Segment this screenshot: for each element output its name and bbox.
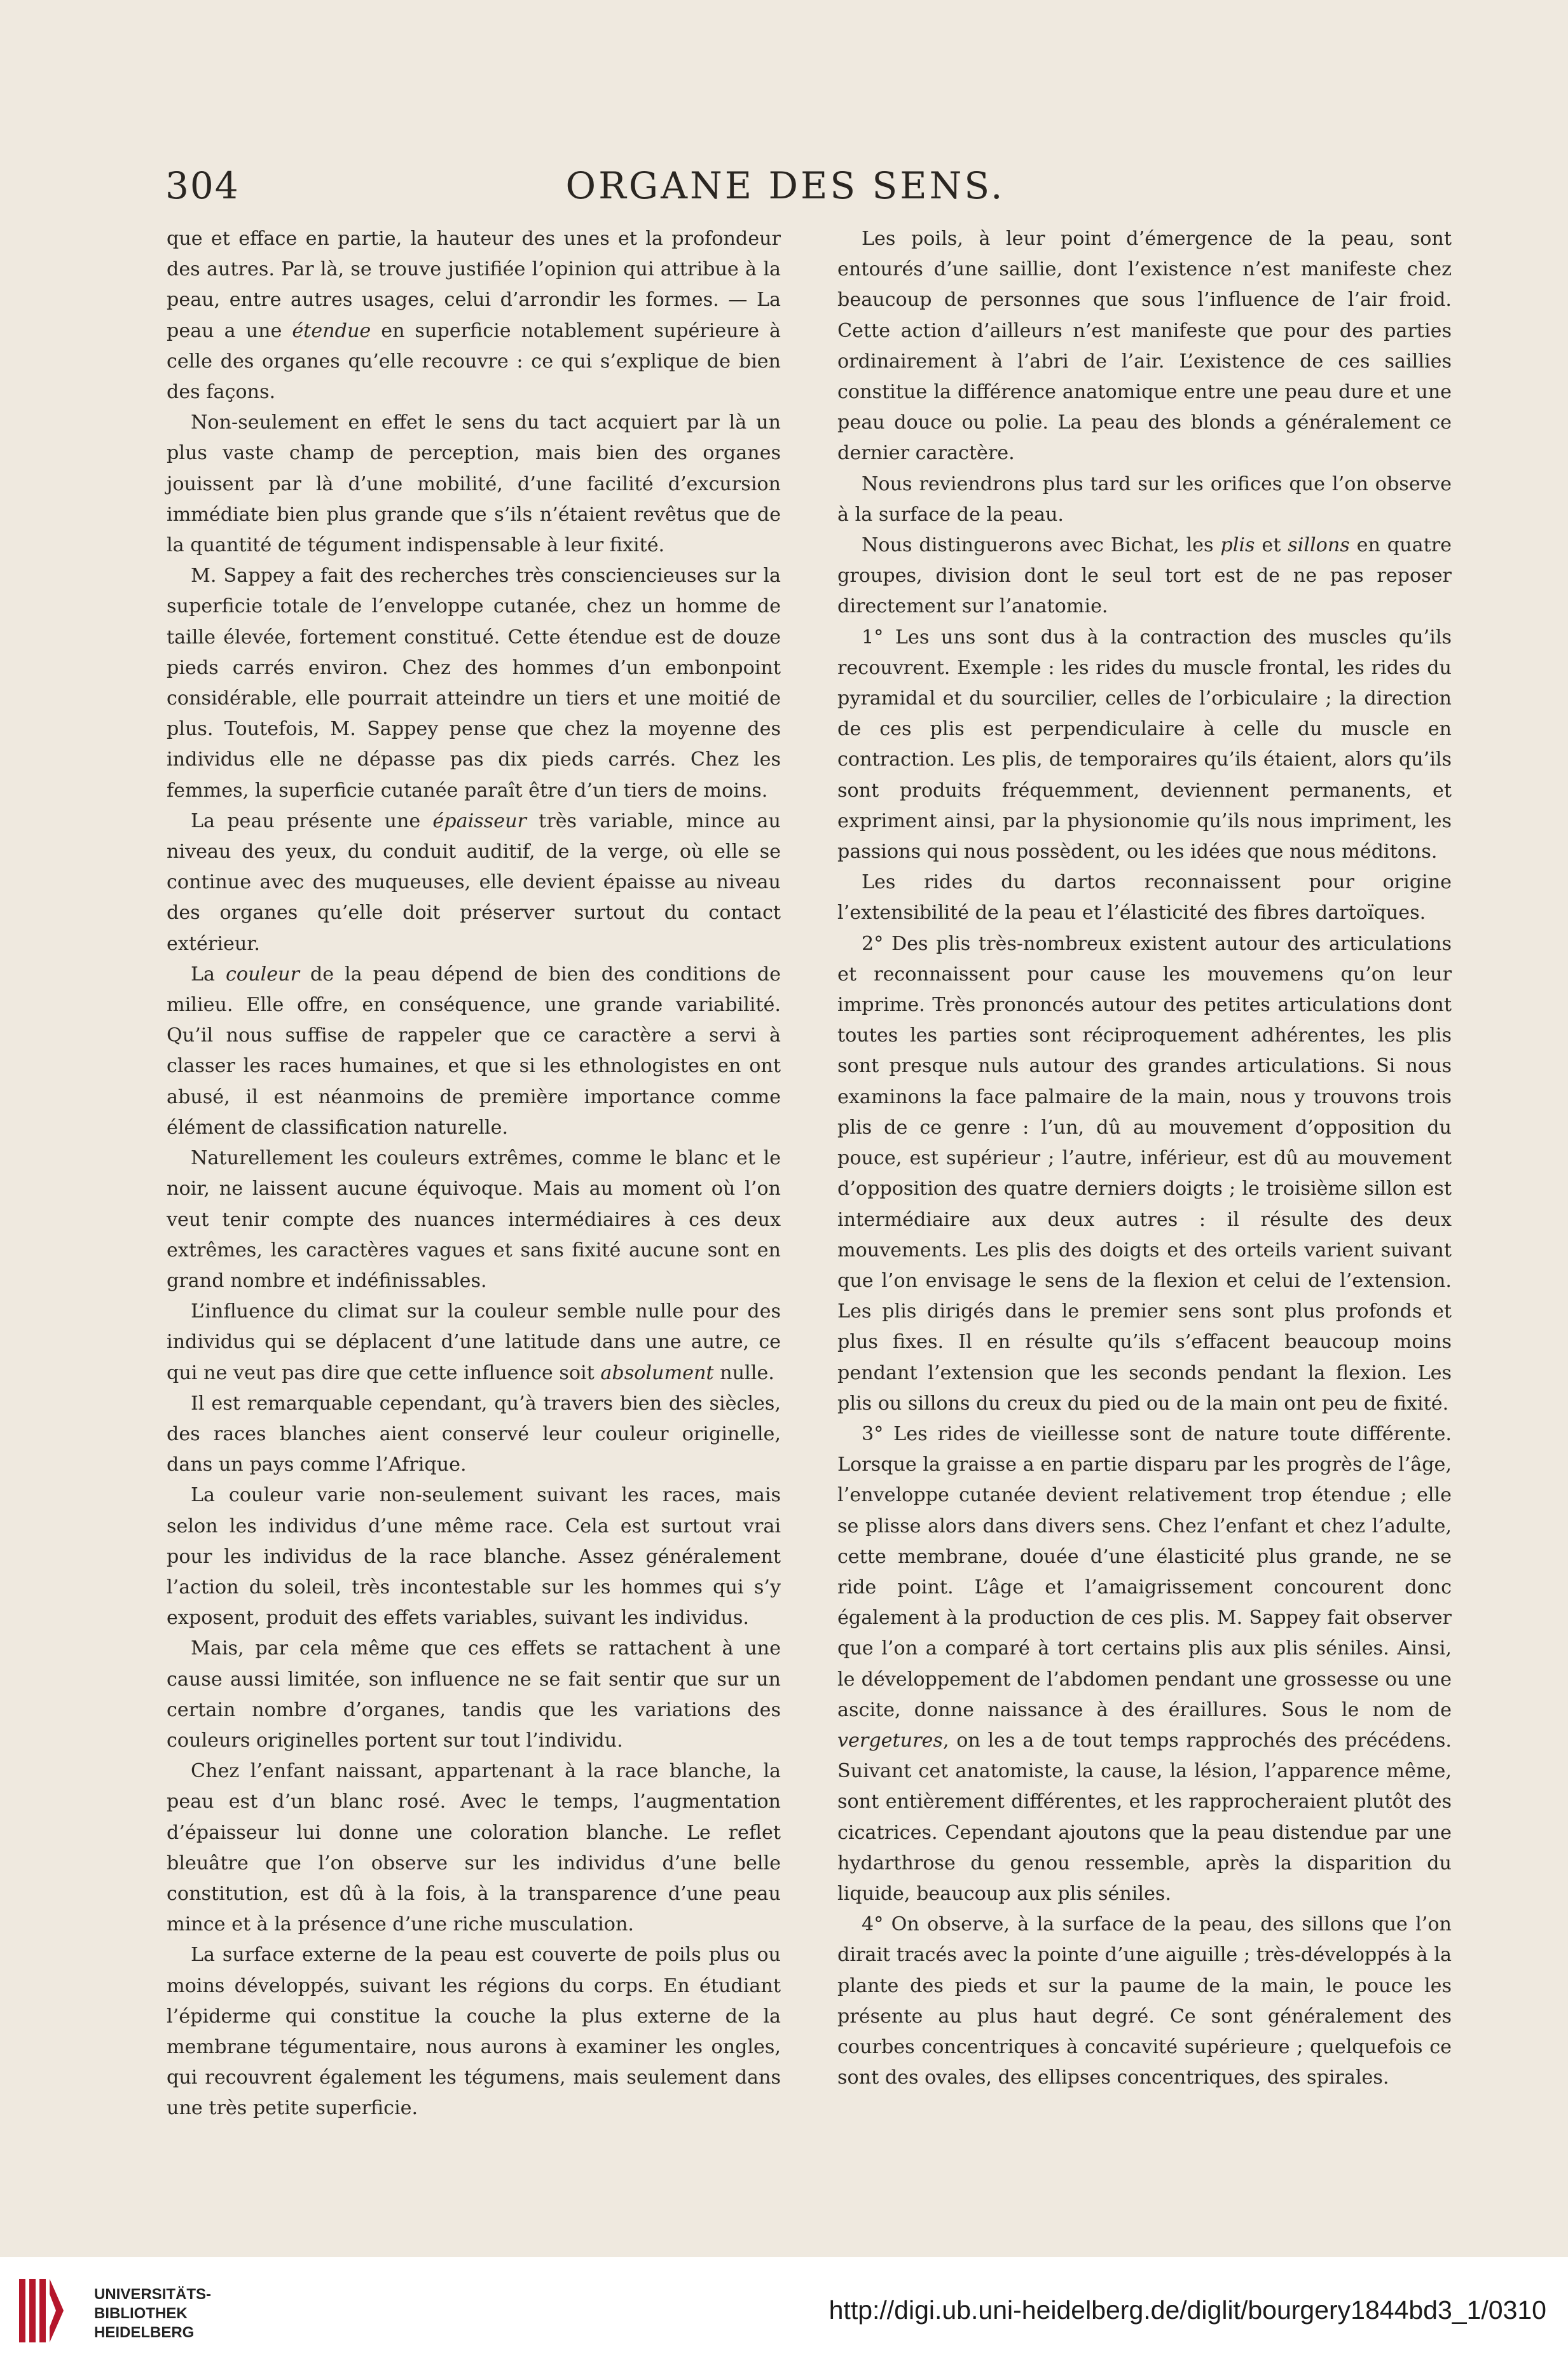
library-name (94, 2285, 211, 2342)
paragraph-text: M. Sappey a fait des recherches très consciencieuses sur la superficie totale de l’enveloppe cutanée, chez un homme de taille élevée, fortement constitué. Cette étendue est de douze pieds carrés environ. Chez des hommes d’un embonpoint considérable, elle pourrait atteindre un tiers et une moitié de plus. Toutefois, M. Sappey pense que chez la moyenne des individus elle ne dépasse pas dix pieds carrés. Chez les femmes, la superficie cutanée paraît être d’un tiers de moins. (167, 565, 781, 802)
paragraph-text: 2° Des plis très-nombreux existent autour des articulations et reconnaissent pour cause les mouvemens qu’on leur imprime. Très prononcés autour des petites articulations dont toutes les parties sont réciproquement adhérentes, les plis sont presque nuls autour des grandes articulations. Si nous examinons la face palmaire de la main, nous y trouvons trois plis de ce genre : l’un, dû au mouvement d’opposition du pouce, est supérieur ; l’autre, inférieur, est dû au mouvement d’opposition des quatre derniers doigts ; le troisième sillon est intermédiaire aux deux autres : il résulte des deux mouvements. Les plis des doigts et des orteils varient suivant que l’on envisage le sens de la flexion et celui de l’extension. Les plis dirigés dans le premier sens sont plus profonds et plus fixes. Il en résulte qu’ils s’effacent beaucoup moins pendant l’extension que les seconds pendant la flexion. Les plis ou sillons du creux du pied ou de la main ont peu de fixité. (837, 932, 1452, 1415)
page-header (165, 164, 1405, 215)
paragraph-text: et (1255, 534, 1288, 557)
paragraph-text: 4° On observe, à la surface de la peau, des sillons que l’on dirait tracés avec la pointe d’une aiguille ; très-développés à la plante des pieds et sur la paume de la main, le pouce les présente au plus haut degré. Ce sont généralement des courbes concentriques à concavité supérieure ; quelquefois ce sont des ovales, des ellipses concentriques, des spirales. (837, 1913, 1452, 2089)
university-seal-icon (15, 2276, 66, 2345)
paragraph (837, 622, 1452, 868)
paragraph-text: Les poils, à leur point d’émergence de la peau, sont entourés d’une saillie, dont l’existence n’est manifeste chez beaucoup de personnes que sous l’influence de l’air froid. Cette action d’ailleurs n’est manifeste que pour des parties ordinairement à l’abri de l’air. L’existence de ces saillies constitue la différence anatomique entre une peau dure et une peau douce ou polie. La peau des blonds a généralement ce dernier caractère. (837, 228, 1452, 465)
source-url-link[interactable]: http://digi.ub.uni-heidelberg.de/diglit/bourgery1844bd3_1/0310 (829, 2295, 1546, 2325)
paragraph (837, 867, 1452, 928)
paragraph (837, 224, 1452, 469)
paragraph (167, 1296, 781, 1389)
paragraph (167, 959, 781, 1143)
paragraph-text: Nous reviendrons plus tard sur les orifices que l’on observe à la surface de la peau. (837, 472, 1452, 526)
left-column (167, 224, 781, 2124)
italic-term: vergetures (837, 1729, 943, 1752)
page-number: 304 (165, 164, 240, 207)
paragraph (167, 1940, 781, 2124)
paragraph-text: 1° Les uns sont dus à la contraction des muscles qu’ils recouvrent. Exemple : les rides du muscle frontal, les rides du pyramidal et du sourcilier, celles de l’orbiculaire ; la direction de ces plis est perpendiculaire à celle du muscle en contraction. Les plis, de temporaires qu’ils étaient, alors qu’ils sont produits fréquemment, deviennent permanents, et expriment ainsi, par la physionomie qu’ils nous impriment, les passions qui nous possèdent, ou les idées que nous méditons. (837, 626, 1452, 863)
paragraph-text: La surface externe de la peau est couverte de poils plus ou moins développés, suivant les régions du corps. En étudiant l’épiderme qui constitue la couche la plus externe de la membrane tégumentaire, nous aurons à examiner les ongles, qui recouvrent également les tégumens, mais seulement dans une très petite superficie. (167, 1944, 781, 2120)
library-name-line: UNIVERSITÄTS- (94, 2286, 212, 2303)
paragraph (167, 1389, 781, 1481)
running-title: ORGANE DES SENS. (565, 164, 1005, 207)
paragraph-text: en superficie notablement supérieure à celle des organes qu’elle recouvre : ce qui s’explique de bien des façons. (167, 319, 781, 404)
paragraph-text: La peau présente une (191, 809, 433, 832)
paragraph-text: Il est remarquable cependant, qu’à travers bien des siècles, des races blanches aient conservé leur couleur originelle, dans un pays comme l’Afrique. (167, 1392, 781, 1476)
paragraph (837, 929, 1452, 1419)
italic-term: épaisseur (432, 809, 526, 832)
paragraph (167, 1633, 781, 1756)
paragraph-text: , on les a de tout temps rapprochés des précédens. Suivant cet anatomiste, la cause, la lésion, l’apparence même, sont entièrement différentes, et les rapprocheraient plutôt des cicatrices. Cependant ajoutons que la peau distendue par une hydarthrose du genou ressemble, après la disparition du liquide, beaucoup aux plis séniles. (837, 1729, 1452, 1905)
paragraph-text: Non-seulement en effet le sens du tact acquiert par là un plus vaste champ de perception, mais bien des organes jouissent par là d’une mobilité, d’une facilité d’excursion immédiate bien plus grande que s’ils n’étaient revêtus que de la quantité de tégument indispensable à leur fixité. (167, 411, 781, 557)
library-name-line: HEIDELBERG (94, 2324, 195, 2341)
paragraph (167, 1480, 781, 1633)
paragraph-text: Nous distinguerons avec Bichat, les (862, 534, 1221, 557)
paragraph (837, 469, 1452, 530)
paragraph-text: Chez l’enfant naissant, appartenant à la race blanche, la peau est d’un blanc rosé. Avec le temps, l’augmentation d’épaisseur lui donne une coloration blanche. Le reflet bleuâtre que l’on observe sur les individus d’une belle constitution, est dû à la fois, à la transparence d’une peau mince et à la présence d’une riche musculation. (167, 1760, 781, 1936)
paragraph-text: de la peau dépend de bien des conditions de milieu. Elle offre, en conséquence, une grande variabilité. Qu’il nous suffise de rappeler que ce caractère a servi à classer les races humaines, et que si les ethnologistes en ont abusé, il est néanmoins de première importance comme élément de classification naturelle. (167, 963, 781, 1139)
paragraph (837, 1909, 1452, 2093)
italic-term: plis (1220, 534, 1255, 557)
paragraph (167, 806, 781, 959)
paragraph-text: 3° Les rides de vieillesse sont de nature toute différente. Lorsque la graisse a en partie disparu par les progrès de l’âge, l’enveloppe cutanée devient relativement trop étendue ; elle se plisse alors dans divers sens. Chez l’enfant et chez l’adulte, cette membrane, douée d’une élasticité plus grande, ne se ride point. L’âge et l’amaigrissement concourent donc également à la production de ces plis. M. Sappey fait observer que l’on a comparé à tort certains plis aux plis séniles. Ainsi, le développement de l’abdomen pendant une grossesse ou une ascite, donne naissance à des éraillures. Sous le nom de (837, 1422, 1452, 1721)
paragraph (167, 561, 781, 806)
italic-term: couleur (226, 963, 299, 986)
paragraph (167, 1756, 781, 1940)
paragraph-text: Naturellement les couleurs extrêmes, comme le blanc et le noir, ne laissent aucune équivoque. Mais au moment où l’on veut tenir compte des nuances intermédiaires à ces deux extrêmes, les caractères vagues et sans fixité aucune sont en grand nombre et indéfinissables. (167, 1147, 781, 1292)
paragraph (167, 224, 781, 408)
italic-term: sillons (1288, 534, 1350, 557)
paragraph (837, 530, 1452, 622)
right-column (837, 224, 1452, 2093)
paragraph-text: La (191, 963, 226, 986)
paragraph-text: en quatre groupes, division dont le seul tort est de ne pas reposer directement sur l’anatomie. (837, 534, 1452, 618)
paragraph-text: Mais, par cela même que ces effets se rattachent à une cause aussi limitée, son influence ne se fait sentir que sur un certain nombre d’organes, tandis que les variations des couleurs originelles portent sur tout l’individu. (167, 1637, 781, 1752)
paragraph-text: La couleur varie non-seulement suivant les races, mais selon les individus d’une même race. Cela est surtout vrai pour les individus de la race blanche. Assez généralement l’action du soleil, très incontestable sur les hommes qui s’y exposent, produit des effets variables, suivant les individus. (167, 1484, 781, 1630)
paragraph (167, 1143, 781, 1296)
italic-term: étendue (292, 319, 371, 342)
paragraph-text: L’influence du climat sur la couleur semble nulle pour des individus qui se déplacent d’une latitude dans une autre, ce qui ne veut pas dire que cette influence soit (167, 1300, 781, 1384)
paragraph-text: que et efface en partie, la hauteur des unes et la profondeur des autres. Par là, se trouve justifiée l’opinion qui attribue à la peau, entre autres usages, celui d’arrondir les formes. — La peau a une (167, 228, 781, 342)
paragraph (837, 1419, 1452, 1909)
paragraph-text: nulle. (713, 1361, 774, 1384)
italic-term: absolument (600, 1361, 714, 1384)
library-name-line: BIBLIOTHEK (94, 2305, 188, 2322)
paragraph (167, 408, 781, 561)
paragraph-text: très variable, mince au niveau des yeux, du conduit auditif, de la verge, où elle se continue avec des muqueuses, elle devient épaisse au niveau des organes qu’elle doit préserver surtout du contact extérieur. (167, 809, 781, 955)
paragraph-text: Les rides du dartos reconnaissent pour origine l’extensibilité de la peau et l’élasticité des fibres dartoïques. (837, 871, 1452, 924)
